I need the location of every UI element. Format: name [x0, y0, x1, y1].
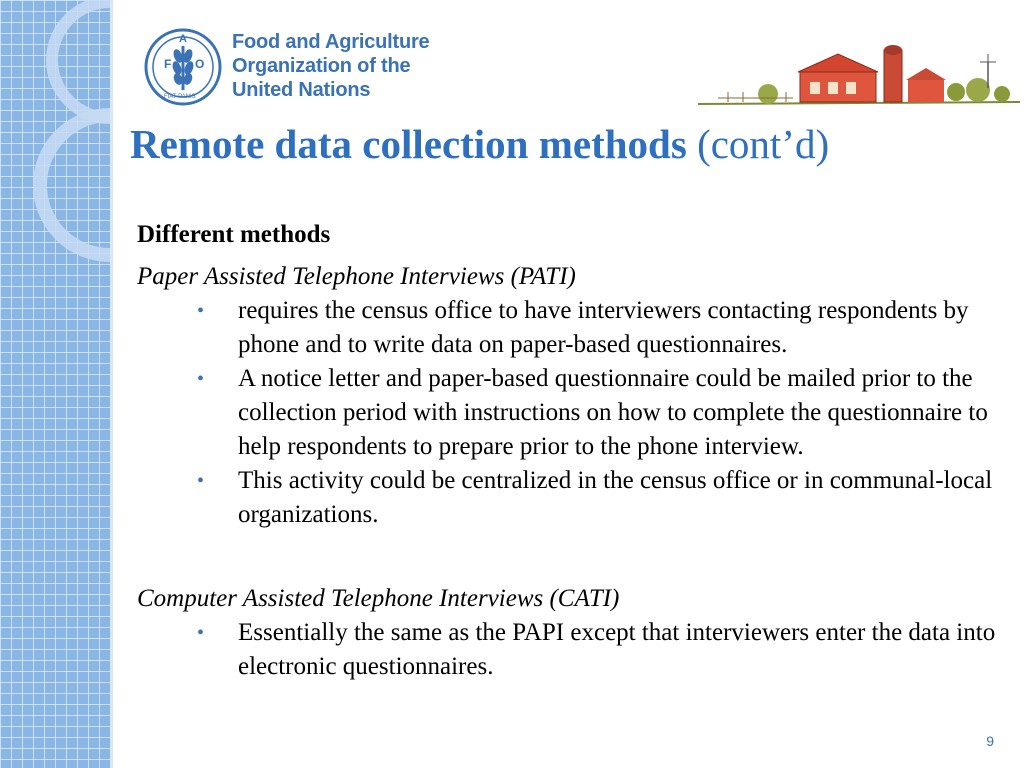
logo-letter-a: A: [179, 33, 187, 45]
org-name-line: United Nations: [232, 79, 371, 101]
spacer: [137, 532, 1007, 582]
bullet-text: requires the census office to have interviewers contacting respondents by phone and to write data on paper-based questionnaires.: [238, 297, 969, 358]
logo-motto: FIAT PANIS: [164, 94, 196, 100]
bullet-icon: •: [197, 622, 205, 644]
section-heading: Different methods: [137, 221, 331, 248]
logo-letter-o: O: [195, 57, 205, 71]
bullet-icon: •: [197, 470, 205, 492]
farm-illustration: [698, 40, 1020, 112]
page-number: 9: [986, 733, 994, 749]
list-item: [137, 294, 1007, 362]
title-suffix: (cont’d): [686, 121, 830, 167]
bullet-icon: •: [197, 300, 205, 322]
org-name-line: Organization of the: [232, 55, 411, 77]
bullet-text: Essentially the same as the PAPI except that interviewers enter the data into electronic questionnaires.: [238, 619, 996, 680]
bullet-icon: •: [197, 368, 205, 390]
list-item: [137, 464, 1007, 532]
list-item: [137, 362, 1007, 464]
title-main: Remote data collection methods: [130, 121, 687, 167]
slide-title: [130, 118, 829, 170]
organization-name: [232, 30, 429, 102]
slide-body: [137, 218, 1007, 684]
logo-letter-f: F: [164, 57, 172, 71]
fao-emblem-icon: [142, 26, 224, 108]
pati-bullet-list: [137, 294, 1007, 532]
method-name-cati: Computer Assisted Telephone Interviews (CATI): [137, 585, 620, 612]
bullet-text: A notice letter and paper-based questionnaire could be mailed prior to the collection period with instructions on how to complete the questionnaire to help respondents to prepare prior to the phone interview.: [238, 365, 988, 460]
method-name-pati: Paper Assisted Telephone Interviews (PATI): [137, 263, 576, 290]
left-decorative-band: [0, 0, 113, 768]
bullet-text: This activity could be centralized in the census office or in communal-local organizations.: [238, 467, 993, 528]
decorative-ring: [0, 0, 113, 330]
org-name-line: Food and Agriculture: [232, 31, 430, 53]
cati-bullet-list: [137, 616, 1007, 684]
list-item: [137, 616, 1007, 684]
